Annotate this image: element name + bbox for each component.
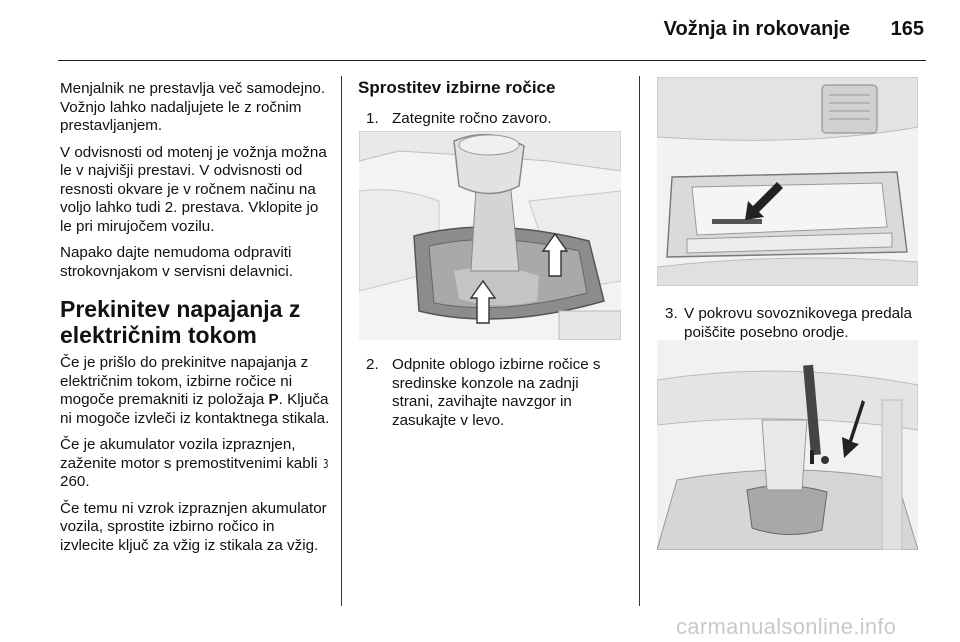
step-text: Odpnite oblogo izbirne ročice s sredinske konzole na zadnji strani, zavihajte navzgor in zasukajte v levo.	[392, 356, 601, 429]
paragraph-fault-gears: V odvisnosti od motenj je vožnja možna le v najvišji prestavi. V odvisnosti od resnosti okvare je v ročnem načinu na voljo lahko tudi 2. prestava. Vklopite jo le pri mirujočem vozilu.	[60, 143, 327, 235]
watermark: carmanualsonline.info	[676, 614, 897, 639]
paragraph-power-failure	[60, 354, 332, 428]
step-1	[366, 110, 626, 129]
page-number: 165	[890, 18, 924, 40]
column-divider-right	[639, 76, 640, 606]
paragraph-service: Napako dajte nemudoma odpraviti strokovnjakom v servisni delavnici.	[60, 244, 293, 280]
step-number: 1.	[366, 110, 379, 127]
step-number: 3.	[665, 305, 678, 322]
step-number: 2.	[366, 356, 379, 373]
paragraph-transmission-manual: Menjalnik ne prestavlja več samodejno. Vožnjo lahko nadaljujete le z ročnim prestavljanjem.	[60, 80, 326, 134]
text-run: . Ključa ni mogoče izvleči iz kontaktnega stikala.	[60, 391, 330, 427]
heading-power-failure: Prekinitev napajanja z električnim tokom	[60, 296, 301, 348]
illustration-special-tool	[657, 340, 918, 550]
paragraph-release-key: Če temu ni vzrok izpraznjen akumulator vozila, sprostite izbirno ročico in izvlecite ključ za vžig iz stikala za vžig.	[60, 499, 327, 554]
step-text: V pokrovu sovoznikovega predala poiščite posebno orodje.	[684, 305, 912, 341]
column-divider-left	[341, 76, 342, 606]
heading-selector-release: Sprostitev izbirne ročice	[358, 78, 556, 97]
step-2	[366, 356, 624, 430]
illustration-gear-lever	[359, 131, 621, 340]
text-run: Če je akumulator vozila izpraznjen, zaženite motor s premostitvenimi kabli	[60, 436, 322, 472]
illustration-glovebox	[657, 77, 918, 286]
selector-position-p: P	[268, 391, 279, 408]
step-text: Zategnite ročno zavoro.	[392, 110, 552, 127]
page-reference-link[interactable]: 260.	[60, 473, 90, 490]
text-run: Če je prišlo do prekinitve napajanja z električnim tokom, izbirne ročice ni mogoče premakniti iz položaja	[60, 354, 309, 408]
header-rule	[58, 60, 926, 61]
page-reference-arrow-icon: 3	[322, 456, 329, 471]
step-3	[665, 305, 927, 342]
page-header-title: Vožnja in rokovanje	[663, 18, 850, 40]
column-left	[60, 80, 332, 563]
paragraph-battery	[60, 436, 332, 492]
